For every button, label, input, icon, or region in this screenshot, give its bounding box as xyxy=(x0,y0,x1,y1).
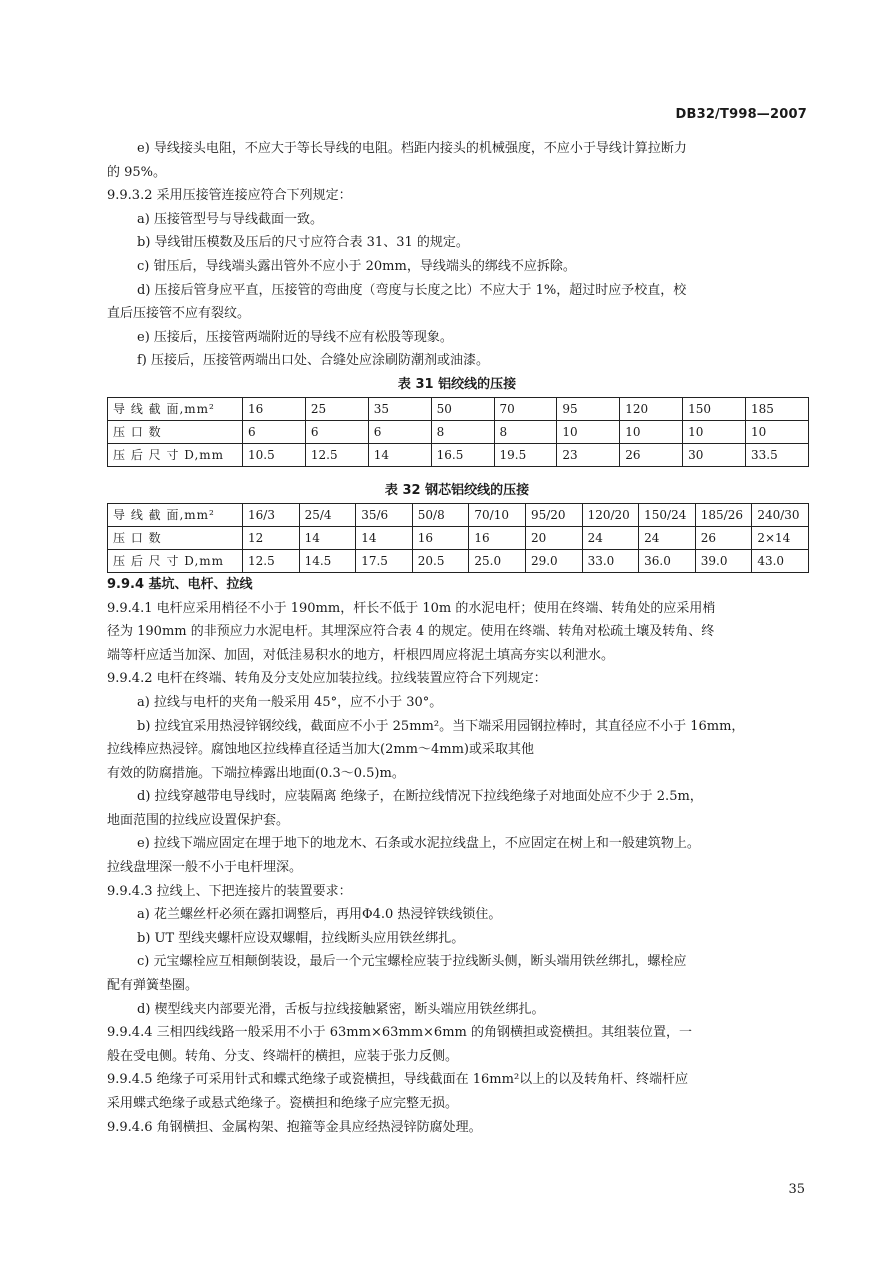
table-cell: 16 xyxy=(412,526,469,549)
page-body xyxy=(107,137,807,1139)
table-cell: 29.0 xyxy=(525,549,582,572)
table-31 xyxy=(107,397,809,467)
table-cell: 185 xyxy=(746,397,809,420)
list-item: c) 元宝螺栓应互相颠倒装设，最后一个元宝螺栓应装于拉线断头侧，断头端用铁丝绑扎，螺栓应 xyxy=(137,954,687,970)
table-cell: 150/24 xyxy=(639,503,696,526)
table-32-caption: 表 32 钢芯铝绞线的压接 xyxy=(384,482,530,498)
document-code: DB32/T998—2007 xyxy=(675,107,807,122)
list-item: e) 拉线下端应固定在埋于地下的地龙木、石条或水泥拉线盘上，不应固定在树上和一般建筑物上。 xyxy=(137,836,700,852)
table-cell: 16 xyxy=(243,397,306,420)
table-cell: 39.0 xyxy=(695,549,752,572)
table-cell: 24 xyxy=(582,526,639,549)
table-cell: 2×14 xyxy=(752,526,809,549)
text-line: 有效的防腐措施。下端拉棒露出地面(0.3～0.5)m。 xyxy=(107,765,405,781)
table-cell: 8 xyxy=(431,420,494,443)
list-item: d) 楔型线夹内部要光滑，舌板与拉线接触紧密，断头端应用铁丝绑扎。 xyxy=(137,1001,545,1017)
table-cell: 16.5 xyxy=(431,443,494,466)
list-item: b) UT 型线夹螺杆应设双螺帽，拉线断头应用铁丝绑扎。 xyxy=(137,930,465,946)
table-cell: 33.0 xyxy=(582,549,639,572)
list-item: b) 导线钳压模数及压后的尺寸应符合表 31、31 的规定。 xyxy=(137,235,469,251)
text-line: 直后压接管不应有裂纹。 xyxy=(107,306,251,322)
text-line: 拉线盘埋深一般不小于电杆埋深。 xyxy=(107,860,303,876)
table-cell: 25.0 xyxy=(469,549,526,572)
clause-text: 9.9.4.4 三相四线线路一般采用不小于 63mm×63mm×6mm 的角钢横担或瓷横担。其组装位置，一 xyxy=(107,1025,692,1041)
clause-heading: 9.9.4.3 拉线上、下把连接片的装置要求： xyxy=(107,883,352,899)
table-cell: 压 后 尺 寸 D,mm xyxy=(108,443,243,466)
list-item: a) 花兰螺丝杆必须在露扣调整后，再用Φ4.0 热浸锌铁线锁住。 xyxy=(137,907,502,923)
table-cell: 10.5 xyxy=(243,443,306,466)
table-cell: 25/4 xyxy=(299,503,356,526)
table-row xyxy=(108,397,809,420)
table-cell: 185/26 xyxy=(695,503,752,526)
table-cell: 6 xyxy=(305,420,368,443)
table-cell: 14 xyxy=(356,526,413,549)
table-cell: 43.0 xyxy=(752,549,809,572)
table-row xyxy=(108,443,809,466)
table-cell: 30 xyxy=(683,443,746,466)
table-cell: 70 xyxy=(494,397,557,420)
table-cell: 16/3 xyxy=(243,503,300,526)
table-31-caption: 表 31 铝绞线的压接 xyxy=(397,376,517,392)
table-cell: 12.5 xyxy=(243,549,300,572)
table-cell: 8 xyxy=(494,420,557,443)
table-cell: 50/8 xyxy=(412,503,469,526)
table-cell: 12.5 xyxy=(305,443,368,466)
table-cell: 24 xyxy=(639,526,696,549)
table-cell: 120 xyxy=(620,397,683,420)
text-line: 的 95%。 xyxy=(107,164,167,180)
table-cell: 26 xyxy=(620,443,683,466)
text-line: 端等杆应适当加深、加固，对低洼易积水的地方，杆根四周应将泥土填高夯实以利泄水。 xyxy=(107,647,615,663)
table-row xyxy=(108,549,809,572)
clause-heading: 9.9.3.2 采用压接管连接应符合下列规定： xyxy=(107,188,352,204)
table-cell: 33.5 xyxy=(746,443,809,466)
table-cell: 10 xyxy=(683,420,746,443)
section-heading: 9.9.4 基坑、电杆、拉线 xyxy=(107,576,253,592)
table-cell: 35/6 xyxy=(356,503,413,526)
table-cell: 50 xyxy=(431,397,494,420)
table-32 xyxy=(107,503,809,573)
table-cell: 12 xyxy=(243,526,300,549)
text-line: 地面范围的拉线应设置保护套。 xyxy=(107,812,290,828)
table-row xyxy=(108,526,809,549)
list-item: b) 拉线宜采用热浸锌钢绞线，截面应不小于 25mm²。当下端采用园钢拉棒时，其直径应不小于 16mm， xyxy=(137,718,745,734)
table-cell: 6 xyxy=(243,420,306,443)
clause-text: 9.9.4.6 角钢横担、金属构架、抱箍等金具应经热浸锌防腐处理。 xyxy=(107,1119,482,1135)
text-line: 采用蝶式绝缘子或悬式绝缘子。瓷横担和绝缘子应完整无损。 xyxy=(107,1096,459,1111)
text-line: 般在受电侧。转角、分支、终端杆的横担，应装于张力反侧。 xyxy=(107,1048,459,1064)
table-cell: 10 xyxy=(746,420,809,443)
table-cell: 压 口 数 xyxy=(108,420,243,443)
table-cell: 10 xyxy=(620,420,683,443)
table-cell: 17.5 xyxy=(356,549,413,572)
table-cell: 10 xyxy=(557,420,620,443)
text-line: 拉线棒应热浸锌。腐蚀地区拉线棒直径适当加大(2mm～4mm)或采取其他 xyxy=(107,742,534,758)
table-row xyxy=(108,420,809,443)
table-cell: 14 xyxy=(368,443,431,466)
list-item: c) 钳压后，导线端头露出管外不应小于 20mm，导线端头的绑线不应拆除。 xyxy=(137,258,576,274)
table-cell: 26 xyxy=(695,526,752,549)
table-cell: 14.5 xyxy=(299,549,356,572)
table-cell: 19.5 xyxy=(494,443,557,466)
table-cell: 36.0 xyxy=(639,549,696,572)
clause-heading: 9.9.4.2 电杆在终端、转角及分支处应加装拉线。拉线装置应符合下列规定： xyxy=(107,671,547,687)
table-cell: 35 xyxy=(368,397,431,420)
table-cell: 压 后 尺 寸 D,mm xyxy=(108,549,243,572)
table-cell: 导 线 截 面,mm² xyxy=(108,503,243,526)
clause-text: 9.9.4.1 电杆应采用梢径不小于 190mm，杆长不低于 10m 的水泥电杆；使用在终端、转角处的应采用梢 xyxy=(107,600,716,616)
text-line: e) 导线接头电阻，不应大于等长导线的电阻。档距内接头的机械强度，不应小于导线计算拉断力 xyxy=(137,141,687,156)
table-cell: 95 xyxy=(557,397,620,420)
table-cell: 25 xyxy=(305,397,368,420)
table-cell: 16 xyxy=(469,526,526,549)
list-item: f) 压接后，压接管两端出口处、合缝处应涂刷防潮剂或油漆。 xyxy=(137,353,490,369)
table-cell: 150 xyxy=(683,397,746,420)
table-cell: 6 xyxy=(368,420,431,443)
list-item: d) 拉线穿越带电导线时，应装隔离 绝缘子，在断拉线情况下拉线绝缘子对地面处应不少于 2.5m， xyxy=(137,789,703,805)
list-item: e) 压接后，压接管两端附近的导线不应有松股等现象。 xyxy=(137,329,453,345)
table-cell: 23 xyxy=(557,443,620,466)
table-cell: 20 xyxy=(525,526,582,549)
table-cell: 70/10 xyxy=(469,503,526,526)
table-row xyxy=(108,503,809,526)
text-line: 径为 190mm 的非预应力水泥电杆。其埋深应符合表 4 的规定。使用在终端、转角对松疏土壤及转角、终 xyxy=(107,624,715,640)
table-cell: 240/30 xyxy=(752,503,809,526)
clause-text: 9.9.4.5 绝缘子可采用针式和蝶式绝缘子或瓷横担，导线截面在 16mm²以上的以及转角杆、终端杆应 xyxy=(107,1072,689,1088)
table-cell: 95/20 xyxy=(525,503,582,526)
page-number: 35 xyxy=(788,1182,805,1197)
text-line: 配有弹簧垫圈。 xyxy=(107,978,199,994)
list-item: d) 压接后管身应平直，压接管的弯曲度（弯度与长度之比）不应大于 1%，超过时应予校直，校 xyxy=(137,282,687,298)
list-item: a) 拉线与电杆的夹角一般采用 45°，应不小于 30°。 xyxy=(137,694,443,710)
table-cell: 导 线 截 面,mm² xyxy=(108,397,243,420)
table-cell: 压 口 数 xyxy=(108,526,243,549)
table-cell: 120/20 xyxy=(582,503,639,526)
list-item: a) 压接管型号与导线截面一致。 xyxy=(137,211,323,227)
table-cell: 20.5 xyxy=(412,549,469,572)
table-cell: 14 xyxy=(299,526,356,549)
